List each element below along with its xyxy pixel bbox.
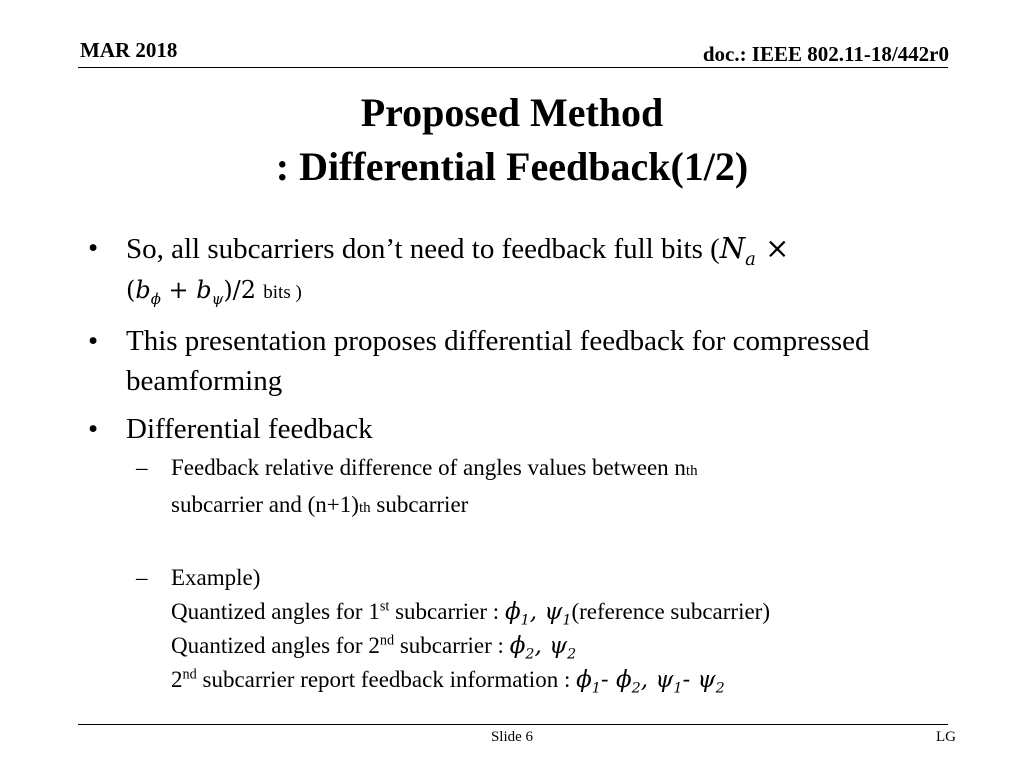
- bullet-text: This presentation proposes differential feedback for compressed beamforming: [126, 325, 870, 397]
- sub-bullet-example: [88, 561, 948, 697]
- formula-angles-2: $\phi_2$, $\psi_2$: [509, 633, 577, 663]
- bullet-dot: •: [88, 232, 99, 264]
- sub-text-1: Feedback relative difference of angles values between n: [171, 455, 686, 480]
- header-divider: [78, 67, 948, 68]
- header-doc-id: doc.: IEEE 802.11-18/442r0: [702, 42, 949, 66]
- sub-bullet-dash: –: [136, 455, 148, 480]
- bullet-proposal: [88, 321, 948, 401]
- bullet-units: bits ): [263, 282, 302, 303]
- header-date: MAR 2018: [80, 38, 178, 62]
- formula-times: ×: [755, 231, 790, 265]
- sub-text-3: subcarrier: [370, 492, 469, 517]
- footer-organization: LG: [936, 729, 956, 745]
- example-line-1: Quantized angles for 1st subcarrier : $\phi_1$, $\psi_1(reference$ subcarrier): [171, 598, 771, 629]
- footer-divider: [78, 724, 948, 725]
- example-line-2: Quantized angles for 2nd subcarrier : $\phi_2$, $\psi_2$: [171, 632, 577, 663]
- slide-body: [88, 228, 948, 697]
- bullet-differential: [88, 409, 948, 449]
- bullet-full-bits: [88, 228, 948, 313]
- title-line-2: : Differential Feedback(1/2): [275, 144, 749, 189]
- example-head: Example): [171, 565, 261, 590]
- formula-angles-1: $\phi_1$, $\psi_1$: [504, 599, 572, 629]
- bullet-dot: •: [88, 325, 99, 357]
- sub-bullet-dash: –: [136, 565, 148, 590]
- footer-slide-number: Slide 6: [490, 729, 534, 745]
- example-line-3: 2nd subcarrier report feedback information : $\phi_1-$ $\phi_2$, $\psi_1-$ $\psi_2$: [171, 666, 725, 697]
- sub-text-2: subcarrier and (n+1): [171, 492, 359, 517]
- bullet-text: Differential feedback: [126, 413, 373, 445]
- slide-title: [0, 86, 1024, 194]
- sup-th-2: th: [358, 500, 371, 516]
- formula-fraction: $(b_\phi + b_\psi)/2$: [126, 276, 257, 308]
- sub-bullet-feedback: [88, 451, 948, 525]
- title-line-1: Proposed Method: [360, 90, 664, 135]
- formula-difference: $\phi_1-$ $\phi_2$, $\psi_1-$ $\psi_2$: [576, 667, 725, 697]
- formula-na: $N_a$: [719, 231, 756, 270]
- bullet-text: So, all subcarriers don’t need to feedback full bits (: [126, 233, 720, 265]
- sup-th-1: th: [685, 463, 698, 479]
- bullet-dot: •: [88, 413, 99, 445]
